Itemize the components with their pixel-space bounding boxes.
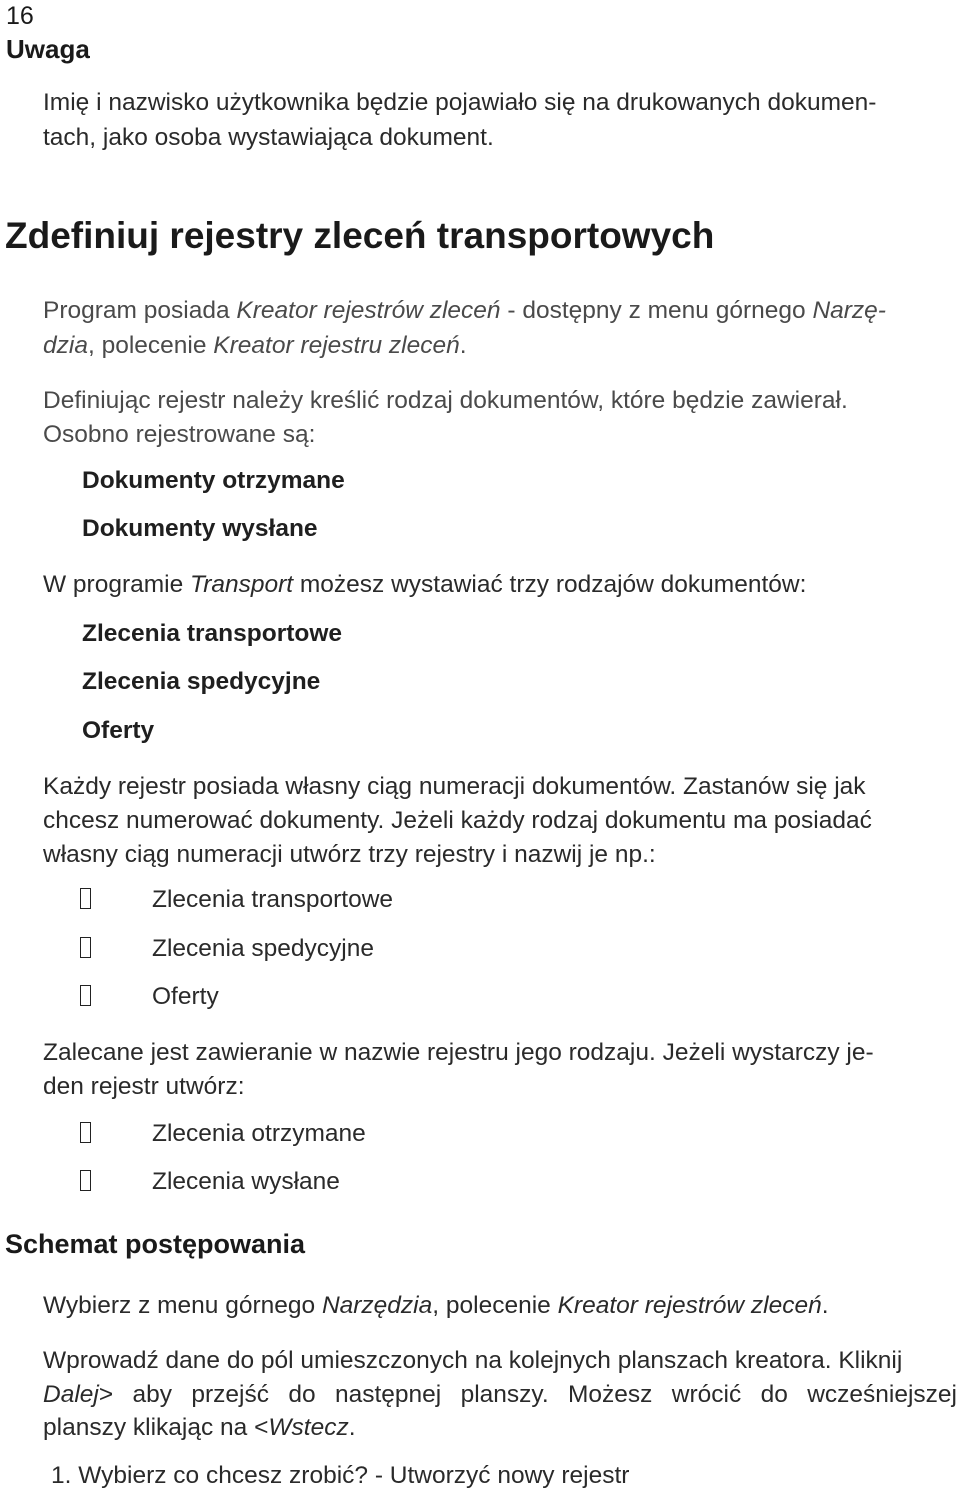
paragraph-numbering-line-3: własny ciąg numeracji utwórz trzy rejestry i nazwij je np.: <box>43 841 656 868</box>
text-fragment: . <box>348 1414 356 1441</box>
bullet-icon <box>80 937 91 958</box>
button-reference: Dalej <box>43 1381 99 1408</box>
menu-reference: Kreator rejestrów zleceń <box>236 297 501 324</box>
paragraph-recommendation-line-2: den rejestr utwórz: <box>43 1073 245 1100</box>
bullet-icon <box>80 888 91 909</box>
command-reference: Kreator rejestru zleceń <box>213 332 460 359</box>
command-reference: Kreator rejestrów zleceń <box>557 1292 822 1319</box>
paragraph-define-line-1: Definiując rejestr należy kreślić rodzaj dokumentów, które będzie zawierał. <box>43 387 848 414</box>
bullet-icon <box>80 985 91 1006</box>
section-heading-registers: Zdefiniuj rejestry zleceń transportowych <box>5 215 715 256</box>
text-fragment: > aby przejść do następnej planszy. Możesz wrócić do wcześniejszej <box>98 1381 957 1408</box>
bullet-list-item <box>80 983 219 1011</box>
document-type-item: Zlecenia spedycyjne <box>82 668 321 695</box>
text-fragment: możesz wystawiać trzy rodzajów dokumentów: <box>293 571 807 598</box>
text-fragment: . <box>821 1292 829 1319</box>
paragraph-select-menu <box>43 1292 829 1320</box>
text-fragment: . <box>459 332 467 359</box>
note-line-1: Imię i nazwisko użytkownika będzie pojawiało się na drukowanych dokumen- <box>43 89 877 116</box>
paragraph-numbering-line-2: chcesz numerować dokumenty. Jeżeli każdy rodzaj dokumentu ma posiadać <box>43 807 872 834</box>
button-reference: Wstecz <box>268 1414 349 1441</box>
bullet-icon <box>80 1170 91 1191</box>
bullet-icon <box>80 1122 91 1143</box>
text-fragment: Wybierz z menu górnego <box>43 1292 322 1319</box>
bullet-text: Zlecenia transportowe <box>152 886 394 913</box>
document-type-item: Oferty <box>82 717 155 744</box>
menu-reference: Narzędzia <box>321 1292 433 1319</box>
registered-type-item: Dokumenty otrzymane <box>82 467 345 494</box>
text-fragment: , polecenie <box>87 332 214 359</box>
note-title: Uwaga <box>6 34 90 64</box>
menu-reference: dzia <box>43 332 88 359</box>
text-fragment: , polecenie <box>432 1292 558 1319</box>
paragraph-wizard-line-1: Wprowadź dane do pól umieszczonych na kolejnych planszach kreatora. Kliknij <box>43 1347 903 1374</box>
bullet-text: Zlecenia otrzymane <box>152 1120 366 1147</box>
program-name: Transport <box>190 571 294 598</box>
paragraph-kreator-line-1 <box>43 297 886 325</box>
paragraph-define-line-2: Osobno rejestrowane są: <box>43 421 316 448</box>
bullet-list-item <box>80 1120 366 1148</box>
registered-type-item: Dokumenty wysłane <box>82 515 318 542</box>
text-fragment: - dostępny z menu górnego <box>500 297 813 324</box>
menu-reference: Narzę- <box>812 297 886 324</box>
bullet-list-item <box>80 1168 340 1196</box>
text-fragment: planszy klikając na < <box>43 1414 269 1441</box>
step-1: 1. Wybierz co chcesz zrobić? - Utworzyć nowy rejestr <box>51 1462 630 1489</box>
bullet-list-item <box>80 886 393 914</box>
page-number: 16 <box>6 2 34 30</box>
bullet-list-item <box>80 935 374 963</box>
justified-line <box>43 1381 957 1409</box>
paragraph-recommendation-line-1: Zalecane jest zawieranie w nazwie rejestru jego rodzaju. Jeżeli wystarczy je- <box>43 1039 874 1066</box>
paragraph-numbering-line-1: Każdy rejestr posiada własny ciąg numeracji dokumentów. Zastanów się jak <box>43 773 866 800</box>
document-type-item: Zlecenia transportowe <box>82 620 343 647</box>
paragraph-wizard-line-3 <box>43 1414 356 1442</box>
bullet-text: Oferty <box>152 983 219 1010</box>
section-heading-procedure: Schemat postępowania <box>5 1229 306 1259</box>
bullet-text: Zlecenia wysłane <box>152 1168 340 1195</box>
note-line-2: tach, jako osoba wystawiająca dokument. <box>43 124 494 151</box>
paragraph-document-kinds <box>43 571 806 599</box>
paragraph-wizard-line-2 <box>43 1381 957 1409</box>
paragraph-kreator-line-2 <box>43 332 467 360</box>
text-fragment: W programie <box>43 571 191 598</box>
text-fragment: Program posiada <box>43 297 237 324</box>
bullet-text: Zlecenia spedycyjne <box>152 935 374 962</box>
